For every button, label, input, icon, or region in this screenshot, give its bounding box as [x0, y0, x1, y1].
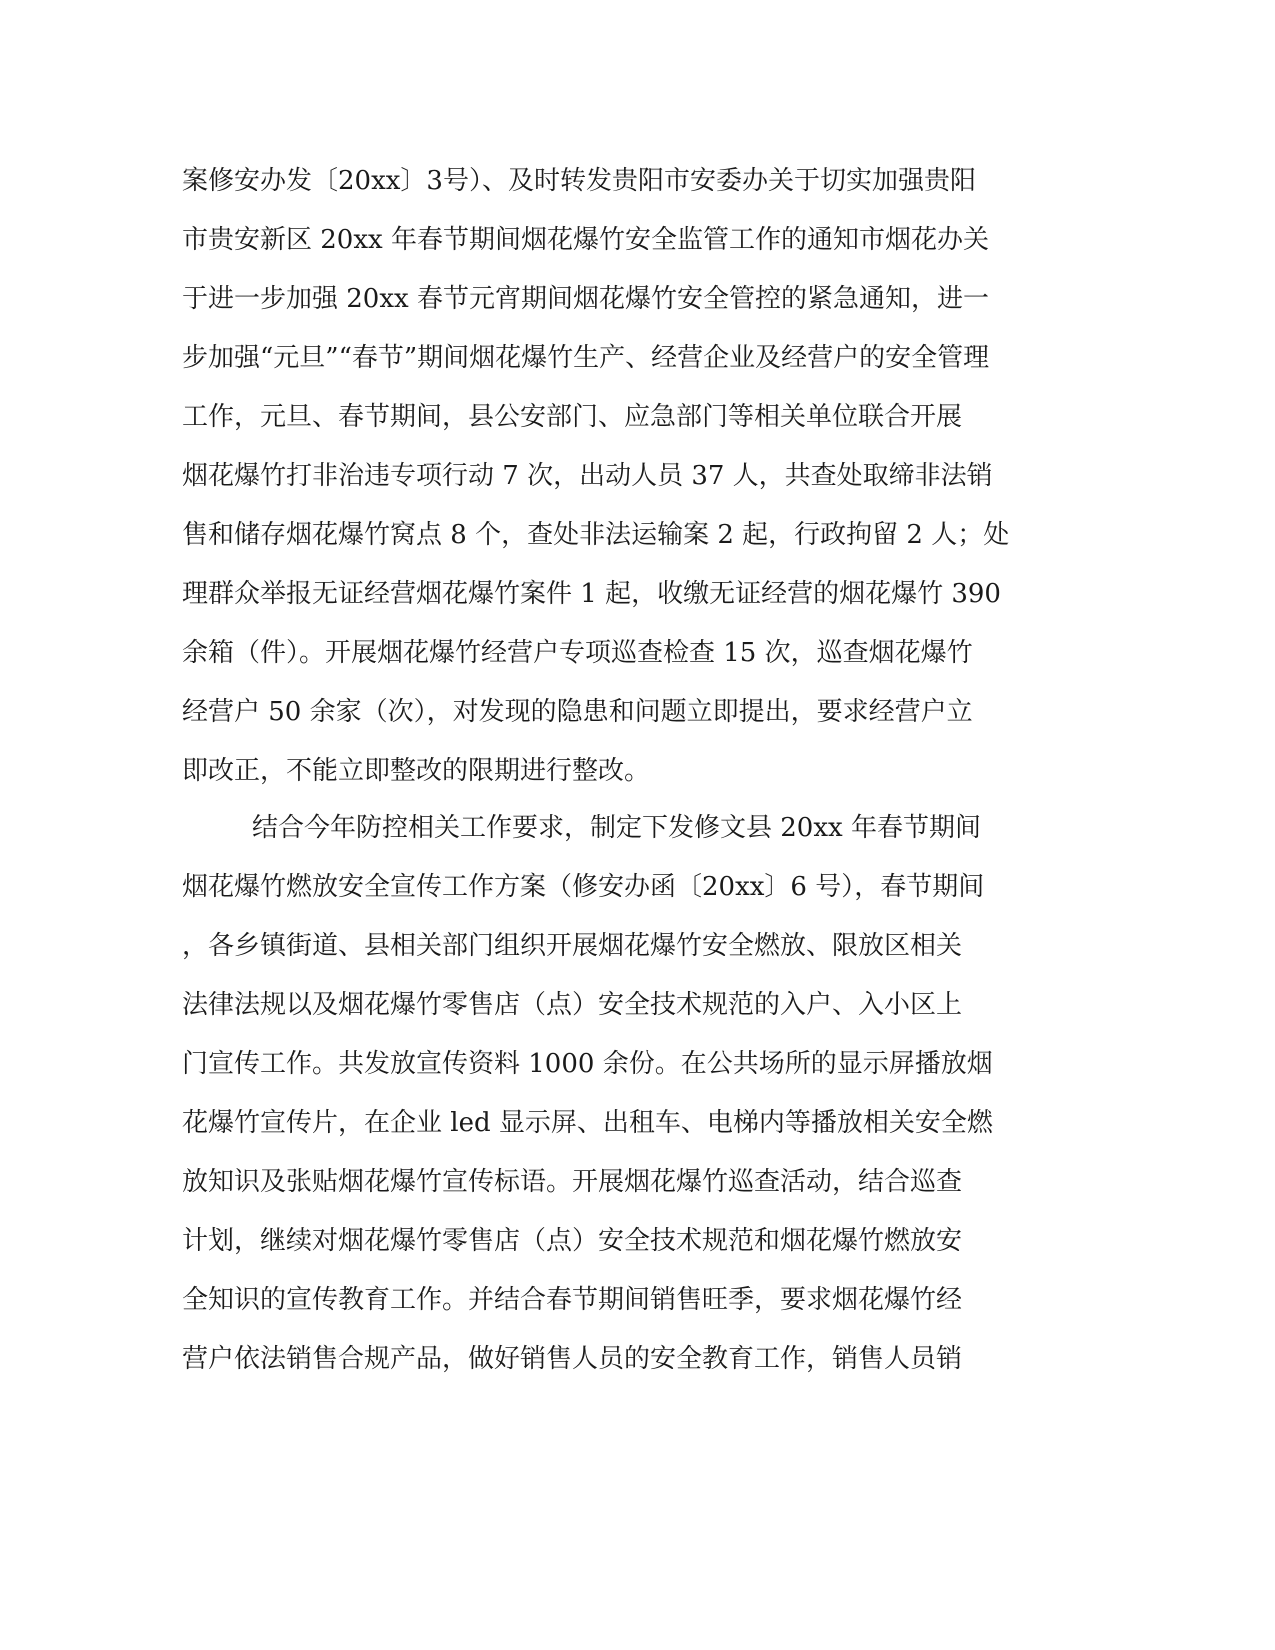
paragraph-2-line-5: 门宣传工作。共发放宣传资料 1000 余份。在公共场所的显示屏播放烟: [182, 1049, 993, 1079]
paragraph-1-line-3: 于进一步加强 20xx 春节元宵期间烟花爆竹安全管控的紧急通知，进一: [182, 284, 989, 314]
paragraph-1-line-2: 市贵安新区 20xx 年春节期间烟花爆竹安全监管工作的通知市烟花办关: [182, 225, 989, 255]
paragraph-2-line-7: 放知识及张贴烟花爆竹宣传标语。开展烟花爆竹巡查活动，结合巡查: [182, 1167, 963, 1197]
paragraph-2-line-10: 营户依法销售合规产品，做好销售人员的安全教育工作，销售人员销: [182, 1344, 963, 1374]
paragraph-1-line-11: 即改正，不能立即整改的限期进行整改。: [182, 756, 651, 786]
paragraph-2-line-2: 烟花爆竹燃放安全宣传工作方案（修安办函〔20xx〕6 号），春节期间: [182, 872, 985, 902]
paragraph-1-line-7: 售和储存烟花爆竹窝点 8 个，查处非法运输案 2 起，行政拘留 2 人；处: [182, 520, 1010, 550]
paragraph-1-line-10: 经营户 50 余家（次），对发现的隐患和问题立即提出，要求经营户立: [182, 697, 973, 727]
paragraph-2-line-1: 结合今年防控相关工作要求，制定下发修文县 20xx 年春节期间: [252, 813, 981, 843]
paragraph-1-line-8: 理群众举报无证经营烟花爆竹案件 1 起，收缴无证经营的烟花爆竹 390: [182, 579, 1001, 609]
paragraph-1-line-6: 烟花爆竹打非治违专项行动 7 次，出动人员 37 人，共查处取缔非法销: [182, 461, 993, 491]
paragraph-2-line-9: 全知识的宣传教育工作。并结合春节期间销售旺季，要求烟花爆竹经: [182, 1285, 963, 1315]
paragraph-1-line-9: 余箱（件）。开展烟花爆竹经营户专项巡查检查 15 次，巡查烟花爆竹: [182, 638, 973, 668]
paragraph-1-line-4: 步加强“元旦”“春节”期间烟花爆竹生产、经营企业及经营户的安全管理: [182, 343, 990, 373]
paragraph-2-line-8: 计划，继续对烟花爆竹零售店（点）安全技术规范和烟花爆竹燃放安: [182, 1226, 963, 1256]
paragraph-2-line-3: ，各乡镇街道、县相关部门组织开展烟花爆竹安全燃放、限放区相关: [182, 931, 963, 961]
paragraph-2-line-6: 花爆竹宣传片，在企业 led 显示屏、出租车、电梯内等播放相关安全燃: [182, 1108, 993, 1138]
paragraph-1-line-1: 案修安办发〔20xx〕3号）、及时转发贵阳市安委办关于切实加强贵阳: [182, 166, 976, 196]
paragraph-1-line-5: 工作，元旦、春节期间，县公安部门、应急部门等相关单位联合开展: [182, 402, 963, 432]
paragraph-2-line-4: 法律法规以及烟花爆竹零售店（点）安全技术规范的入户、入小区上: [182, 990, 963, 1020]
